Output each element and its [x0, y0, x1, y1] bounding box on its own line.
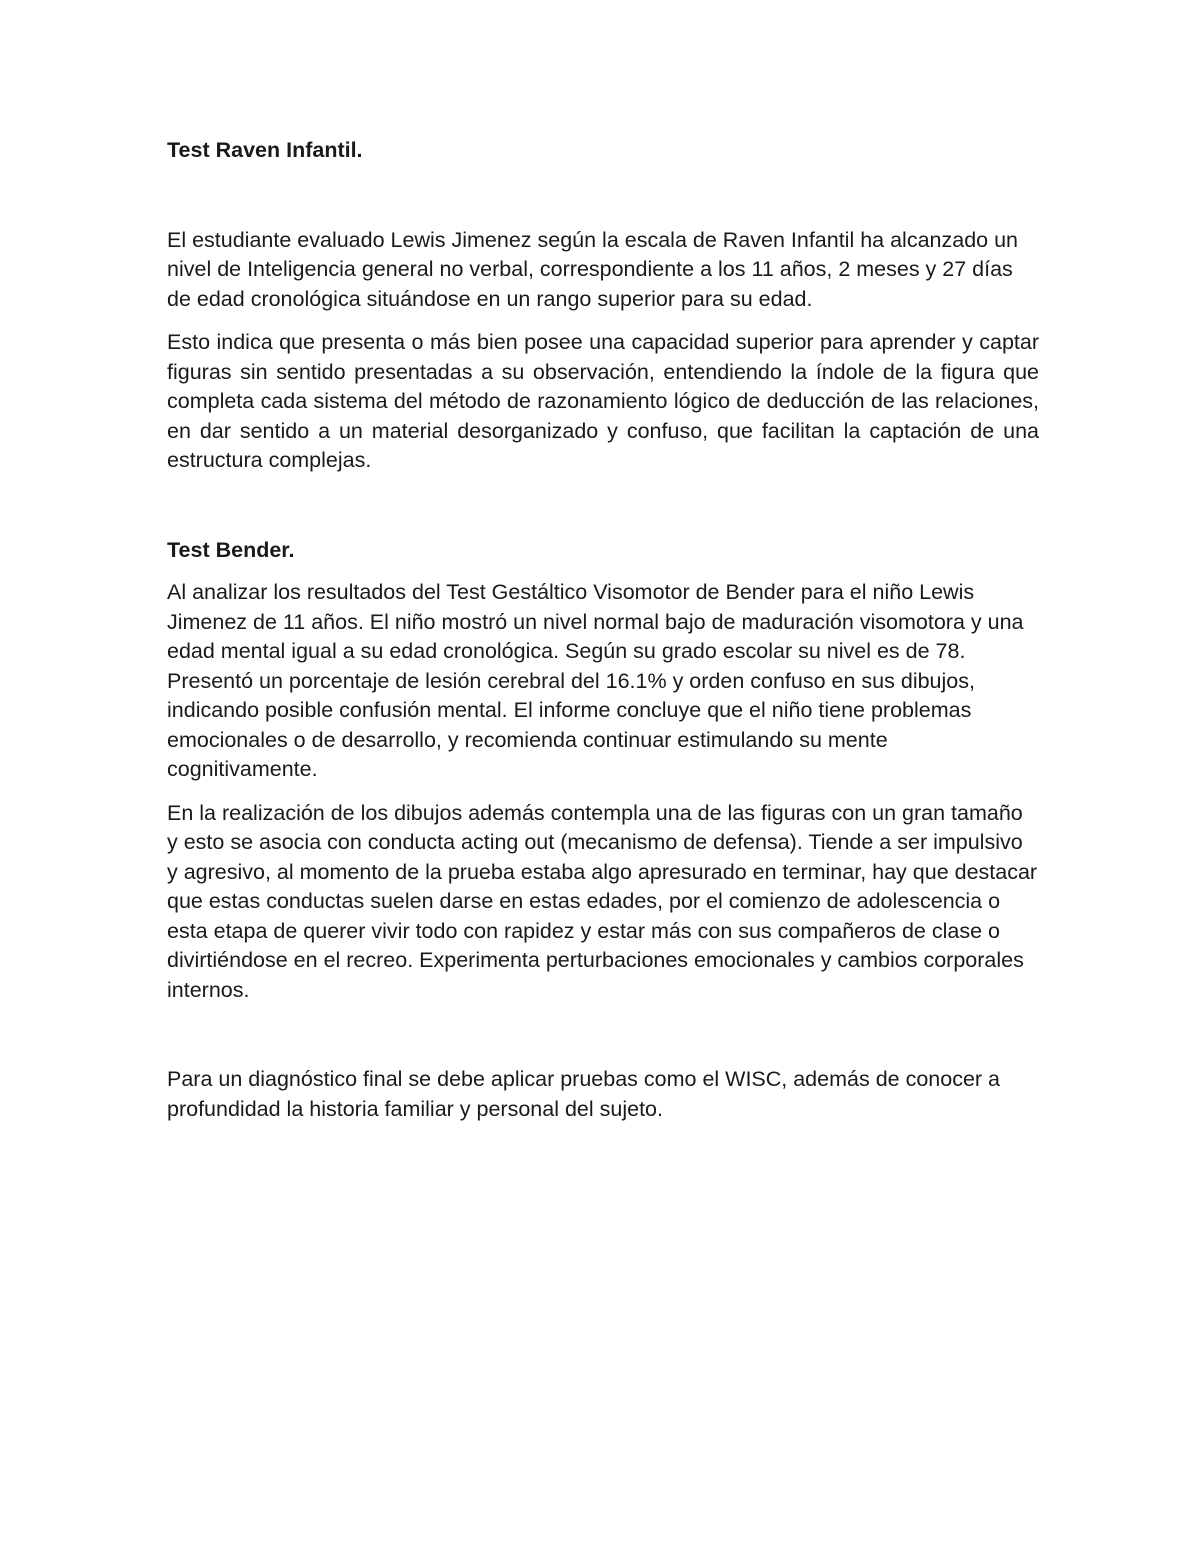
raven-heading: Test Raven Infantil. — [167, 138, 363, 162]
conclusion-paragraph: Para un diagnóstico final se debe aplicar pruebas como el WISC, además de conocer a profundidad la historia familiar y personal del sujeto. — [167, 1067, 1000, 1121]
document-body — [167, 136, 1039, 1138]
raven-section — [167, 136, 1039, 476]
raven-paragraph-1: El estudiante evaluado Lewis Jimenez según la escala de Raven Infantil ha alcanzado un nivel de Inteligencia general no verbal, correspondiente a los 11 años, 2 meses y 27 días de edad cronológica situándose en un rango superior para su edad. — [167, 227, 1019, 311]
raven-paragraph-2: Esto indica que presenta o más bien posee una capacidad superior para aprender y captar figuras sin sentido presentadas a su observación, entendiendo la índole de la figura que completa cada sistema del método de razonamiento lógico de deducción de las relaciones, en dar sentido a un material desorganizado y confuso, que facilitan la captación de una estructura complejas. — [167, 330, 1039, 472]
bender-paragraph-1: Al analizar los resultados del Test Gestáltico Visomotor de Bender para el niño Lewis Jimenez de 11 años. El niño mostró un nivel normal bajo de maduración visomotora y una edad mental igual a su edad cronológica. Según su grado escolar su nivel es de 78. Presentó un porcentaje de lesión cerebral del 16.1% y orden confuso en sus dibujos, indicando posible confusión mental. El informe concluye que el niño tiene problemas emocionales o de desarrollo, y recomienda continuar estimulando su mente cognitivamente. — [167, 580, 1024, 781]
bender-paragraph-2: En la realización de los dibujos además contempla una de las figuras con un gran tamaño y esto se asocia con conducta acting out (mecanismo de defensa). Tiende a ser impulsivo y agresivo, al momento de la prueba estaba algo apresurado en terminar, hay que destacar que estas conductas suelen darse en estas edades, por el comienzo de adolescencia o esta etapa de querer vivir todo con rapidez y estar más con sus compañeros de clase o divirtiéndose en el recreo. Experimenta perturbaciones emocionales y cambios corporales internos. — [167, 800, 1038, 1002]
bender-section — [167, 536, 1039, 1006]
bender-heading: Test Bender. — [167, 537, 295, 562]
